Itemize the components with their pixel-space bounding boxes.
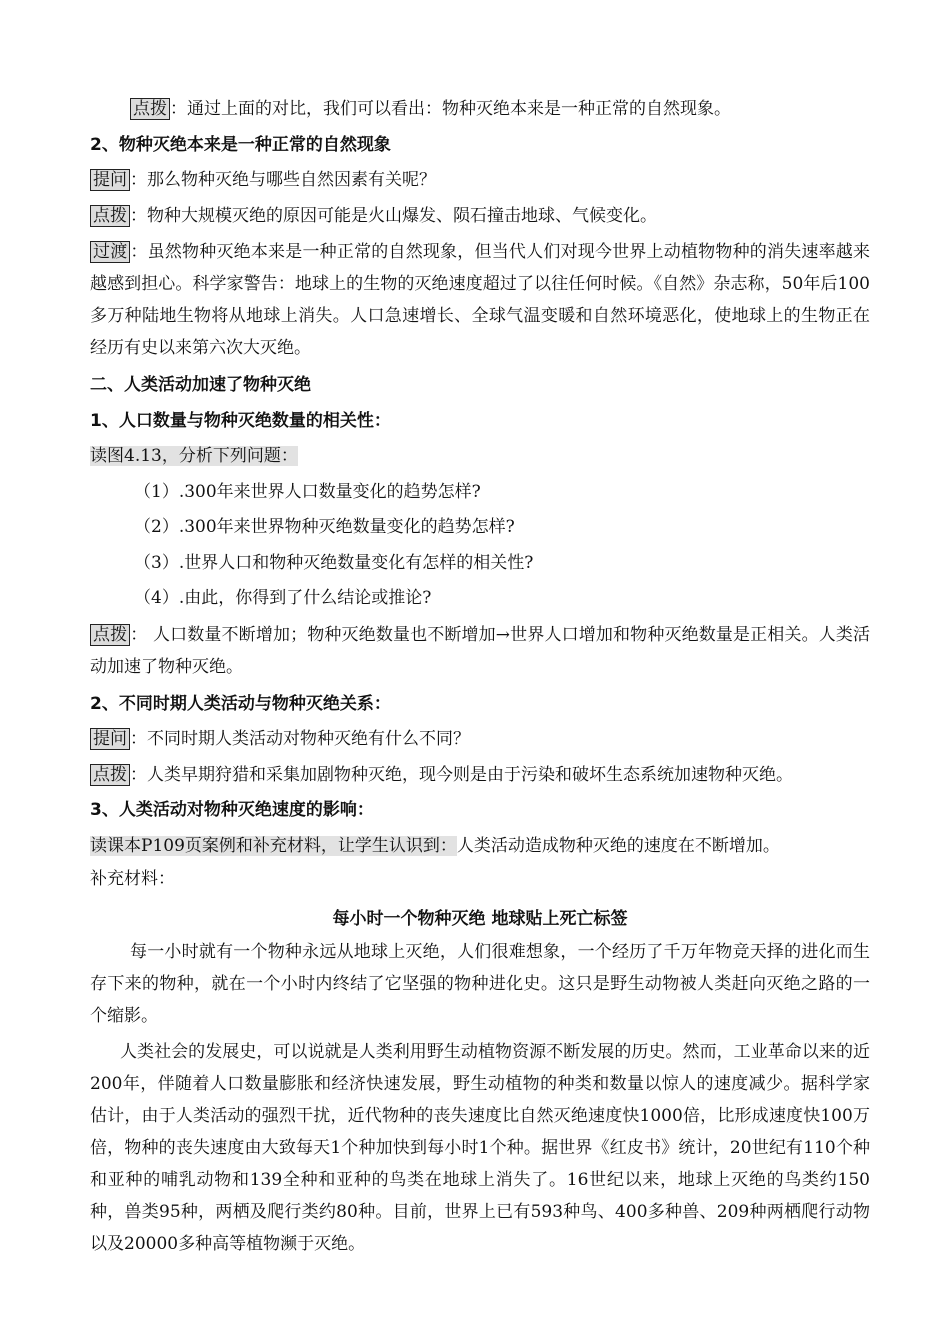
hint-text: ： 人口数量不断增加；物种灭绝数量也不断增加→世界人口增加和物种灭绝数量是正相关。人类活动加速了物种灭绝。 [90,624,871,677]
question-tag: 提问 [90,169,130,191]
chapter-heading: 二、人类活动加速了物种灭绝 [90,375,311,395]
hint-text: ：人类早期狩猎和采集加剧物种灭绝，现今则是由于污染和破坏生态系统加速物种灭绝。 [130,764,793,785]
question-paragraph-1 [90,163,870,199]
article-title: 每小时一个物种灭绝 地球贴上死亡标签 [332,909,628,929]
section-heading: 2、不同时期人类活动与物种灭绝关系： [90,693,391,714]
article-paragraph-1: 每一小时就有一个物种永远从地球上灭绝，人们很难想象，一个经历了千万年物竞天择的进化而生存下来的物种，就在一个小时内终结了它坚强的物种进化史。这只是野生动物被人类赶向灭绝之路的一个缩影。 [90,942,870,1026]
question-tag: 提问 [90,728,130,750]
question-text: ：那么物种灭绝与哪些自然因素有关呢？ [130,170,436,190]
hint-paragraph-3 [90,619,870,683]
reading-instruction-shaded: 读课本P109页案例和补充材料，让学生认识到： [90,835,457,856]
article-paragraph-2: 人类社会的发展史，可以说就是人类利用野生动植物资源不断发展的历史。然而，工业革命以来的近200年，伴随着人口数量膨胀和经济快速发展，野生动植物的种类和数量以惊人的速度减少。据科学家估计，由于人类活动的强烈干扰，近代物种的丧失速度比自然灭绝速度快1000倍，比形成速度快100万倍，物种的丧失速度由大致每天1个种加快到每小时1个种。据世界《红皮书》统计，20世纪有110个种和亚种的哺乳动物和139全种和亚种的鸟类在地球上消失了。16世纪以来，地球上灭绝的鸟类约150种，兽类95种，两栖及爬行类约80种。目前，世界上已有593种鸟、400多种兽、209种两栖爬行动物以及20000多种高等植物濒于灭绝。 [90,1042,870,1254]
question-item: （3）.世界人口和物种灭绝数量变化有怎样的相关性? [134,552,534,573]
question-item: （2）.300年来世界物种灭绝数量变化的趋势怎样? [134,517,515,537]
hint-tag: 点拨 [130,98,170,120]
hint-tag: 点拨 [90,764,130,786]
question-item: （4）.由此，你得到了什么结论或推论? [134,588,432,608]
section-heading: 2、物种灭绝本来是一种正常的自然现象 [90,134,391,155]
hint-text: ：物种大规模灭绝的原因可能是火山爆发、陨石撞击地球、气候变化。 [130,205,657,226]
hint-tag: 点拨 [90,205,130,227]
document-page [90,92,870,1260]
reading-instruction-text: 读图4.13，分析下列问题： [90,446,298,466]
reading-instruction-text: 人类活动造成物种灭绝的速度在不断增加。 [456,835,780,856]
transition-tag: 过渡 [90,241,130,263]
transition-paragraph [90,236,870,364]
hint-paragraph-2 [90,199,870,235]
hint-paragraph-4 [90,758,870,794]
hint-tag: 点拨 [90,624,130,646]
reading-instruction [90,439,870,475]
reading-instruction-2 [90,829,870,865]
section-heading: 3、人类活动对物种灭绝速度的影响： [90,800,374,820]
question-paragraph-2 [90,722,870,758]
hint-text: ：通过上面的对比，我们可以看出：物种灭绝本来是一种正常的自然现象。 [170,99,731,119]
question-item: （1）.300年来世界人口数量变化的趋势怎样? [134,481,481,502]
supplement-label: 补充材料： [90,869,175,889]
question-text: ：不同时期人类活动对物种灭绝有什么不同？ [130,729,470,749]
hint-paragraph-1 [90,92,870,128]
section-heading: 1、人口数量与物种灭绝数量的相关性： [90,410,391,431]
transition-text: ：虽然物种灭绝本来是一种正常的自然现象，但当代人们对现今世界上动植物物种的消失速率越来越感到担心。科学家警告：地球上的生物的灭绝速度超过了以往任何时候。《自然》杂志称，50年后100多万种陆地生物将从地球上消失。人口急速增长、全球气温变暖和自然环境恶化，使地球上的生物正在经历有史以来第六次大灭绝。 [90,242,871,358]
